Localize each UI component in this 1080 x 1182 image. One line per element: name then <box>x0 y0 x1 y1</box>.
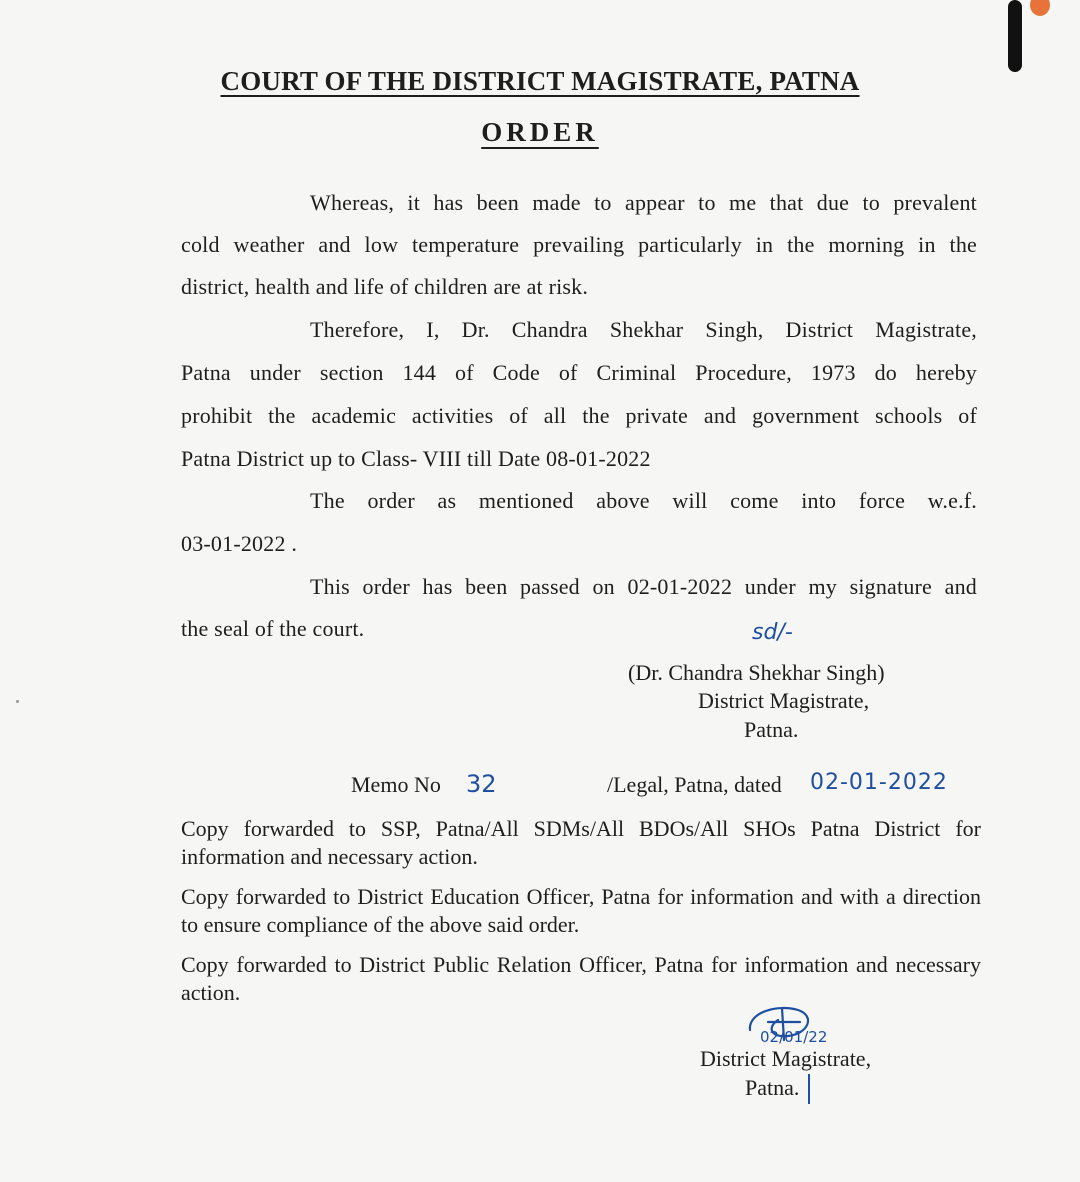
para1-line1: Whereas, it has been made to appear to me that due to prevalent <box>310 190 977 215</box>
memo-label: Memo No <box>351 772 441 797</box>
para2-line3: prohibit the academic activities of all the private and government schools of <box>181 403 977 428</box>
para4-line1: This order has been passed on 02-01-2022 under my signature and <box>310 574 977 599</box>
para2-line1: Therefore, I, Dr. Chandra Shekhar Singh, District Magistrate, <box>310 317 977 342</box>
sd-mark: sd/- <box>752 620 793 645</box>
memo-number: 32 <box>466 770 497 798</box>
marker-pen-cap <box>1030 0 1050 16</box>
signatory-designation: District Magistrate, <box>698 688 870 713</box>
final-place: Patna. <box>745 1075 800 1100</box>
ink-stroke <box>808 1074 810 1104</box>
final-designation: District Magistrate, <box>700 1046 872 1071</box>
para4-line2: the seal of the court. <box>181 616 365 641</box>
para3-line2: 03-01-2022 . <box>181 531 298 556</box>
signatory-name: (Dr. Chandra Shekhar Singh) <box>628 660 885 685</box>
para3-line1: The order as mentioned above will come into force w.e.f. <box>310 488 977 513</box>
para2-line4: Patna District up to Class- VIII till Date 08-01-2022 <box>181 446 651 471</box>
copy-forward-1: Copy forwarded to SSP, Patna/All SDMs/All BDOs/All SHOs Patna District for information and necessary action. <box>181 816 981 869</box>
copy-forward-3: Copy forwarded to District Public Relation Officer, Patna for information and necessary action. <box>181 952 981 1005</box>
para1-line3: district, health and life of children are at risk. <box>181 274 589 299</box>
memo-suffix: /Legal, Patna, dated <box>607 772 782 797</box>
signatory-place: Patna. <box>744 717 799 742</box>
memo-date: 02-01-2022 <box>810 770 948 795</box>
para2-line2: Patna under section 144 of Code of Criminal Procedure, 1973 do hereby <box>181 360 977 385</box>
order-heading: ORDER <box>481 117 599 147</box>
court-title: COURT OF THE DISTRICT MAGISTRATE, PATNA <box>220 66 860 96</box>
copy-forward-2: Copy forwarded to District Education Officer, Patna for information and with a direction to ensure compliance of the above said order. <box>181 884 981 937</box>
scan-speck <box>16 700 19 703</box>
initial-date: 02/01/22 <box>760 1028 828 1046</box>
marker-pen-mark <box>1008 0 1022 72</box>
para1-line2: cold weather and low temperature prevailing particularly in the morning in the <box>181 232 977 257</box>
